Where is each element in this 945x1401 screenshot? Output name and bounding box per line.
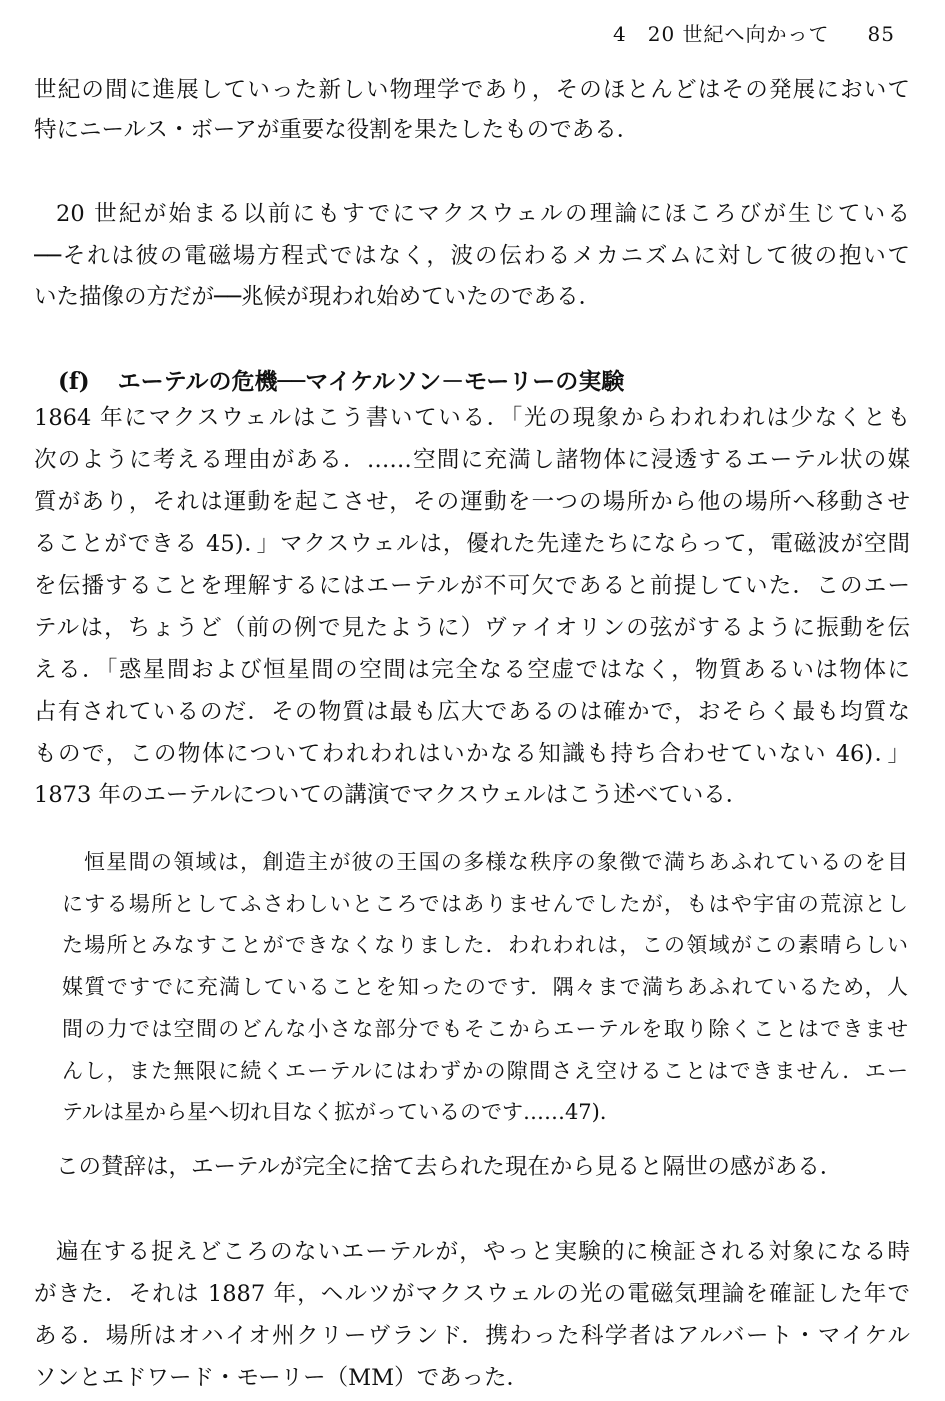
text-line: 遍在する捉えどころのないエーテルが，やっと実験的に検証される対象になる時 — [56, 1239, 910, 1265]
section-title: エーテルの危機──マイケルソン－モーリーの実験 — [117, 369, 625, 395]
quote-line: にする場所としてふさわしいところではありませんでしたが，もはや宇宙の荒涼とし — [62, 892, 908, 916]
text-line: いた描像の方だが──兆候が現われ始めていたのである． — [34, 284, 602, 310]
text-line: ソンとエドワード・モーリー（MM）であった． — [34, 1365, 529, 1391]
running-head — [613, 18, 895, 47]
page-number: 85 — [867, 22, 895, 46]
text-line: 特にニールス・ボーアが重要な役割を果たしたものである． — [34, 117, 640, 143]
quote-line: 恒星間の領域は，創造主が彼の王国の多様な秩序の象徴で満ちあふれているのを目 — [84, 850, 908, 874]
text-line: テルは，ちょうど（前の例で見たように）ヴァイオリンの弦がするように振動を伝 — [34, 615, 910, 641]
text-line: 1864 年にマクスウェルはこう書いている．「光の現象からわれわれは少なくとも — [34, 405, 910, 431]
quote-line: んし，また無限に続くエーテルにはわずかの隙間さえ空けることはできません．エー — [62, 1059, 908, 1083]
text-line: 次のように考える理由がある．……空間に充満し諸物体に浸透するエーテル状の媒 — [34, 447, 910, 473]
text-line: この賛辞は，エーテルが完全に捨て去られた現在から見ると隔世の感がある． — [56, 1154, 843, 1180]
text-line: 世紀の間に進展していった新しい物理学であり，そのほとんどはその発展において — [34, 77, 910, 103]
text-line: 1873 年のエーテルについての講演でマクスウェルはこう述べている． — [34, 782, 749, 808]
text-line: 20 世紀が始まる以前にもすでにマクスウェルの理論にほころびが生じている — [56, 201, 910, 227]
quote-line: 媒質ですでに充満していることを知ったのです．隅々まで満ちあふれているため，人 — [62, 975, 908, 999]
quote-line: た場所とみなすことができなくなりました．われわれは，この領域がこの素晴らしい — [62, 933, 908, 957]
chapter-title: 4 20 世紀へ向かって — [613, 22, 830, 46]
text-line: える．「惑星間および恒星間の空間は完全なる空虚ではなく，物質あるいは物体に — [34, 657, 910, 683]
quote-line: テルは星から星へ切れ目なく拡がっているのです……47)． — [62, 1100, 621, 1124]
text-line: もので，この物体についてわれわれはいかなる知識も持ち合わせていない 46)．」 — [34, 741, 910, 767]
text-line: ある．場所はオハイオ州クリーヴランド．携わった科学者はアルバート・マイケル — [34, 1323, 910, 1349]
quote-line: 間の力では空間のどんな小さな部分でもそこからエーテルを取り除くことはできませ — [62, 1017, 908, 1041]
text-line: ──それは彼の電磁場方程式ではなく，波の伝わるメカニズムに対して彼の抱いて — [34, 243, 910, 269]
section-heading — [58, 362, 624, 402]
text-line: 占有されているのだ．その物質は最も広大であるのは確かで，おそらく最も均質な — [34, 699, 910, 725]
text-line: ることができる 45)．」マクスウェルは，優れた先達たちにならって，電磁波が空間 — [34, 531, 910, 557]
text-line: がきた．それは 1887 年，ヘルツがマクスウェルの光の電磁気理論を確証した年で — [34, 1281, 910, 1307]
text-line: 質があり，それは運動を起こさせ，その運動を一つの場所から他の場所へ移動させ — [34, 489, 910, 515]
section-number: (f) — [58, 368, 90, 395]
text-line: を伝播することを理解するにはエーテルが不可欠であると前提していた．このエー — [34, 573, 910, 599]
